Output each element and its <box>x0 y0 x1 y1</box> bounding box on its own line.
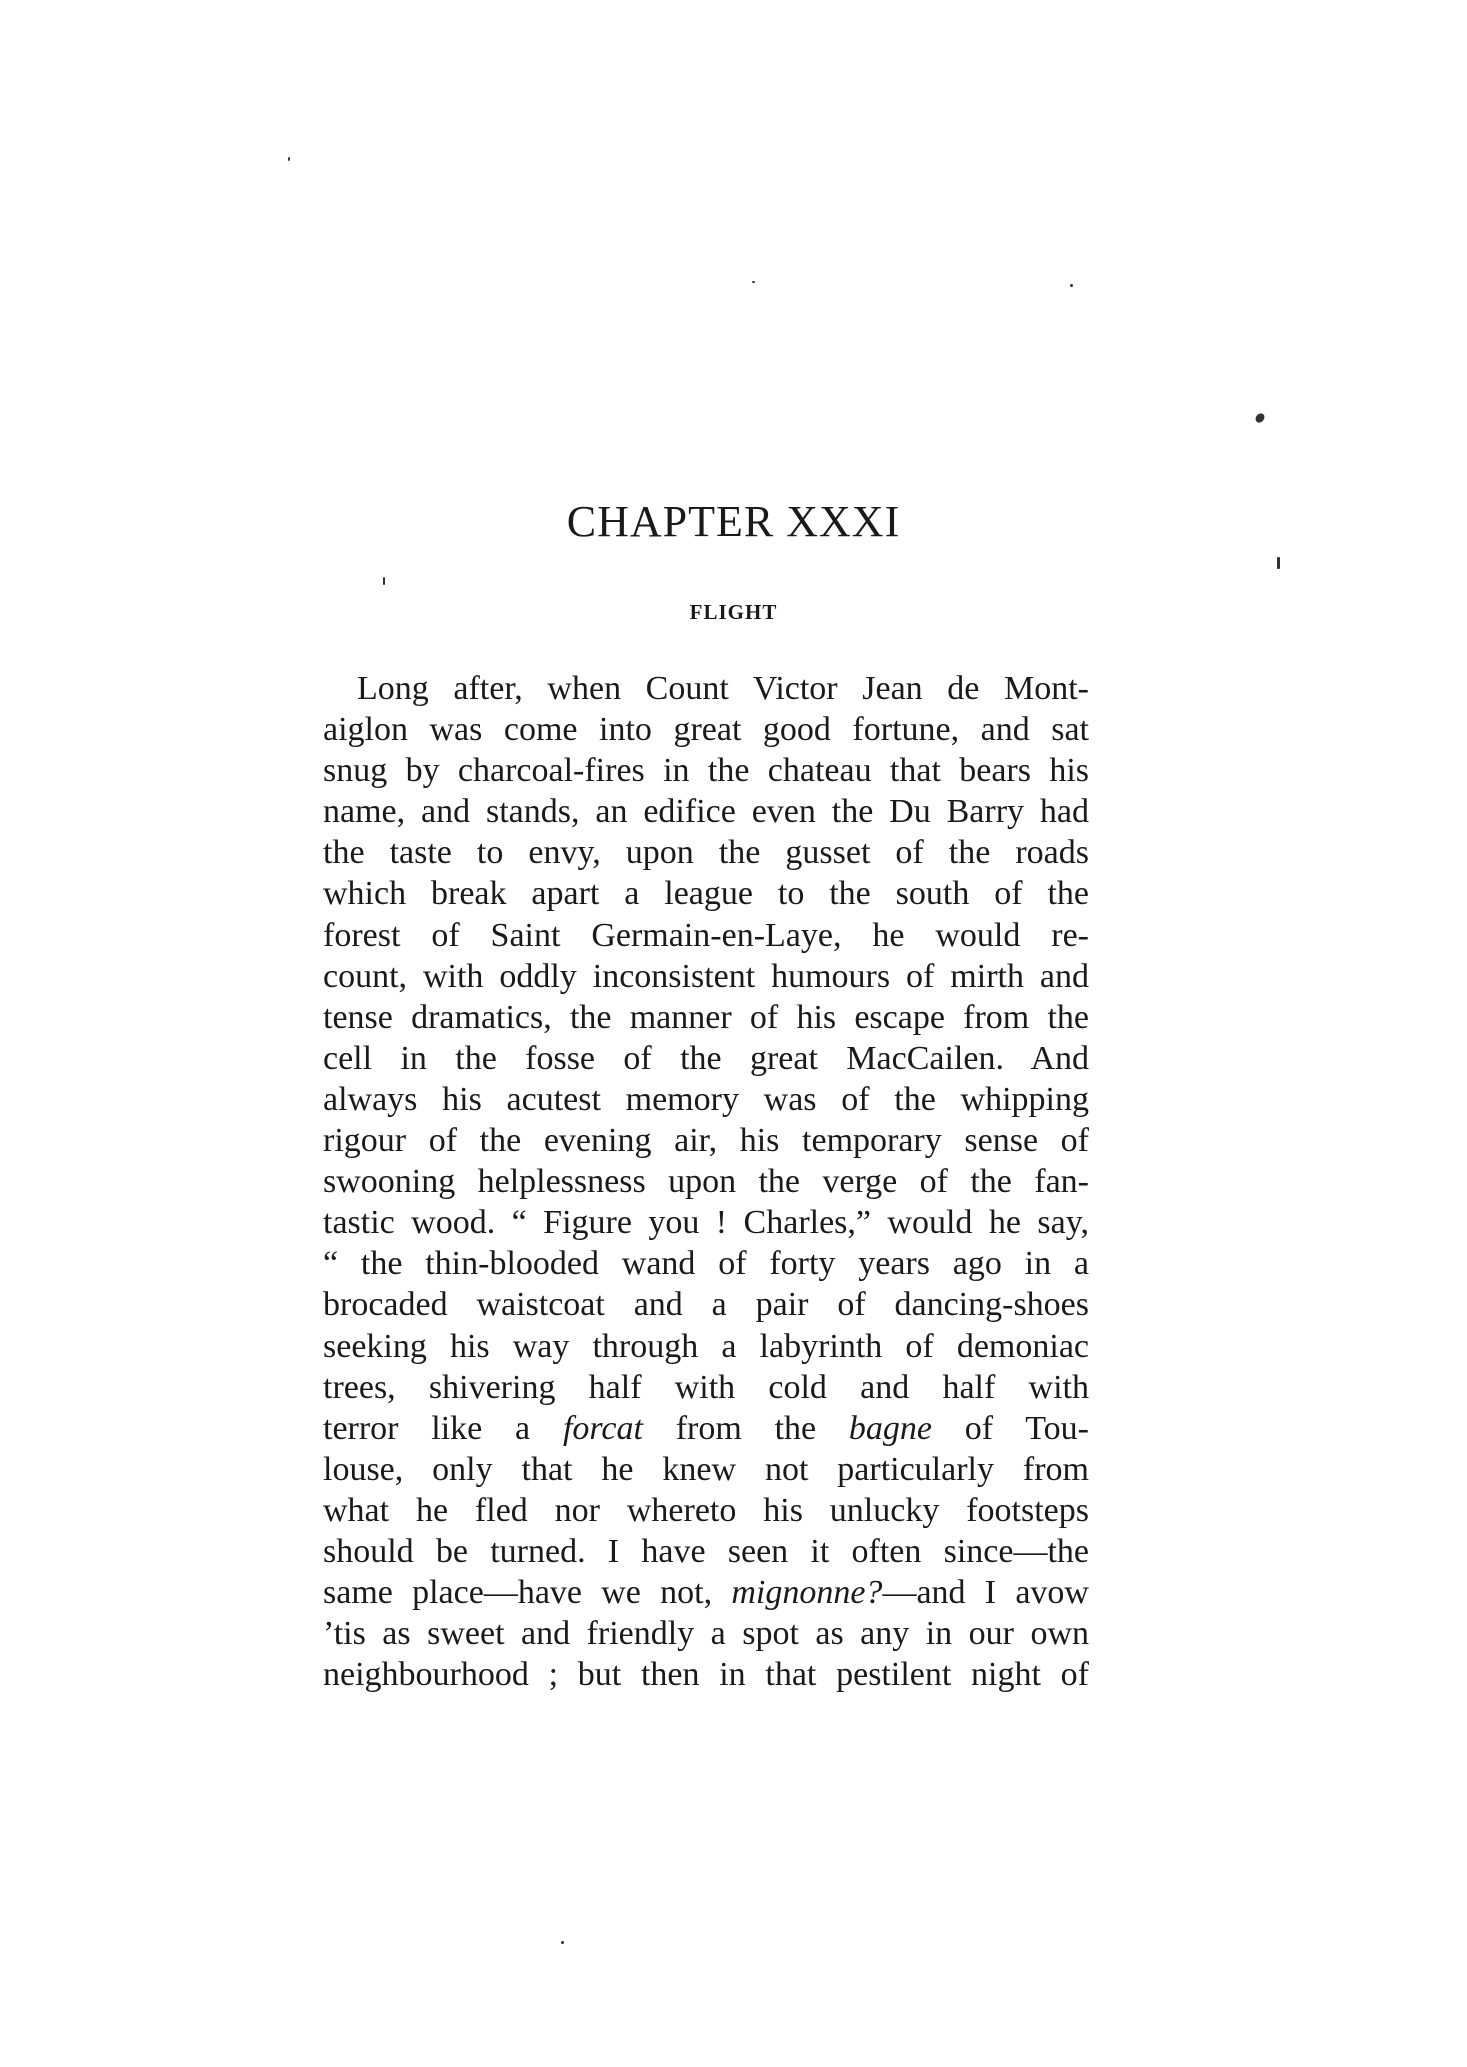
text-line: seeking his way through a labyrinth of demoniac <box>323 1327 1089 1365</box>
chapter-title: CHAPTER XXXI <box>566 497 901 546</box>
text-line: tastic wood. “ Figure you ! Charles,” would he say, <box>323 1204 1089 1242</box>
scan-speck <box>1070 284 1073 287</box>
text-line: the taste to envy, upon the gusset of the roads <box>323 834 1089 872</box>
italic-word: mignonne? <box>731 1574 883 1612</box>
text-fragment: same place—have we not, <box>323 1574 732 1612</box>
text-line: “ the thin-blooded wand of forty years ago in a <box>323 1245 1089 1283</box>
text-fragment: terror like a <box>323 1409 563 1447</box>
text-line: ’tis as sweet and friendly a spot as any in our own <box>323 1615 1089 1653</box>
text-line-italic <box>323 1408 1089 1449</box>
text-line: cell in the fosse of the great MacCailen. And <box>323 1039 1089 1077</box>
text-line: snug by charcoal-fires in the chateau that bears his <box>323 752 1089 790</box>
scan-speck <box>752 281 755 283</box>
text-line: trees, shivering half with cold and half with <box>323 1368 1089 1406</box>
text-line: louse, only that he knew not particularly from <box>323 1450 1089 1488</box>
scan-speck <box>1277 557 1280 569</box>
scan-speck <box>383 577 385 585</box>
text-line: brocaded waistcoat and a pair of dancing-shoes <box>323 1286 1089 1324</box>
chapter-subtitle: FLIGHT <box>689 600 778 624</box>
body-text <box>323 668 1089 1695</box>
text-fragment: from the <box>642 1409 849 1447</box>
text-fragment: of Tou- <box>932 1409 1089 1447</box>
text-line: name, and stands, an edifice even the Du Barry had <box>323 793 1089 831</box>
text-line: swooning helplessness upon the verge of the fan- <box>323 1163 1089 1201</box>
text-line: aiglon was come into great good fortune, and sat <box>323 711 1089 749</box>
text-line: Long after, when Count Victor Jean de Mont- <box>357 670 1089 707</box>
scan-speck <box>561 1941 564 1944</box>
scan-speck <box>1254 412 1267 425</box>
italic-word: forcat <box>562 1409 643 1447</box>
text-line: tense dramatics, the manner of his escape from the <box>323 998 1089 1036</box>
text-line: should be turned. I have seen it often since—the <box>323 1532 1089 1570</box>
text-line: always his acutest memory was of the whipping <box>323 1080 1089 1118</box>
text-line: what he fled nor whereto his unlucky footsteps <box>323 1491 1089 1529</box>
text-line: rigour of the evening air, his temporary sense of <box>323 1122 1089 1160</box>
text-line: forest of Saint Germain-en-Laye, he would re- <box>323 916 1089 954</box>
italic-word: bagne <box>848 1409 932 1447</box>
text-line: which break apart a league to the south of the <box>323 875 1089 913</box>
text-fragment: —and I avow <box>882 1574 1089 1612</box>
text-line-italic <box>323 1572 1089 1613</box>
scan-speck <box>288 157 290 161</box>
text-line: count, with oddly inconsistent humours of mirth and <box>323 957 1089 995</box>
text-line: neighbourhood ; but then in that pestilent night of <box>323 1656 1089 1694</box>
